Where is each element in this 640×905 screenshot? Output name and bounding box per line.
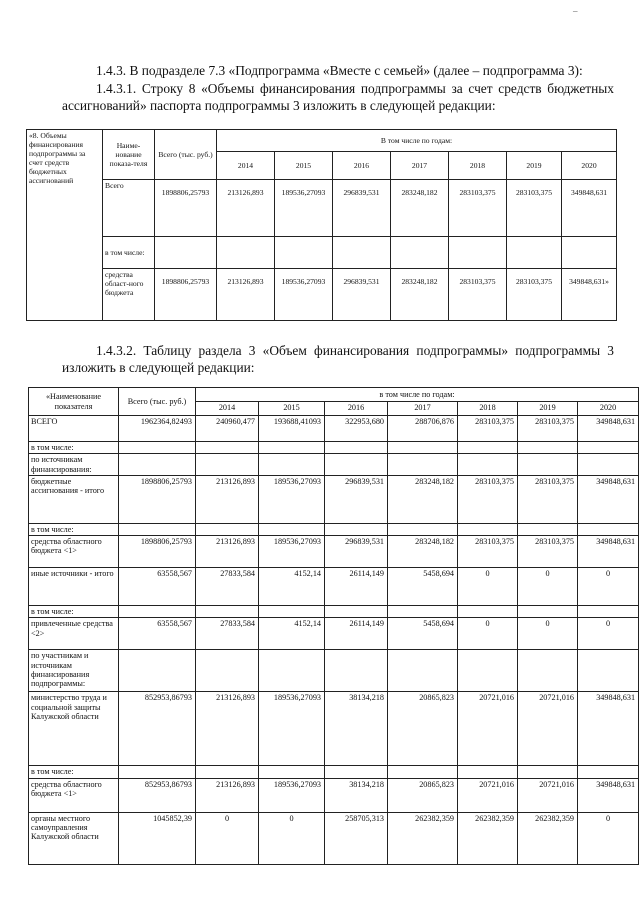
t2-cell: 322953,680 (325, 416, 388, 442)
t1-cell: 283103,375 (449, 180, 507, 237)
t2-cell: 283248,182 (388, 475, 458, 523)
t1-year: 2017 (391, 152, 449, 180)
t1-year: 2019 (507, 152, 562, 180)
t2-cell (578, 650, 639, 692)
t2-cell: 213126,893 (196, 778, 259, 812)
t2-cell: 20721,016 (518, 778, 578, 812)
t2-cell (388, 766, 458, 778)
t1-cell: 213126,893 (217, 180, 275, 237)
t1-year: 2014 (217, 152, 275, 180)
corner-mark: – (573, 6, 578, 16)
t2-cell: 1962364,82493 (119, 416, 196, 442)
t2-cell: 283103,375 (458, 536, 518, 568)
t2-cell: 349848,631 (578, 778, 639, 812)
t1-cell: 283248,182 (391, 269, 449, 321)
t2-cell: 0 (458, 568, 518, 606)
t2-cell: 189536,27093 (259, 692, 325, 766)
t2-label: привлеченные средства <2> (29, 618, 119, 650)
t2-row (29, 442, 639, 454)
t2-row (29, 454, 639, 476)
t2-cell: 240960,477 (196, 416, 259, 442)
t2-row (29, 606, 639, 618)
t2-cell: 27833,584 (196, 618, 259, 650)
t1-cell: 283103,375 (449, 269, 507, 321)
t2-cell (578, 442, 639, 454)
t2-cell (388, 523, 458, 535)
t2-cell: 20865,823 (388, 692, 458, 766)
t1-label: средства област-ного бюджета (103, 269, 155, 321)
t2-cell: 0 (578, 568, 639, 606)
t2-header-years-group: в том числе по годам: (196, 388, 639, 402)
t2-cell: 193688,41093 (259, 416, 325, 442)
t2-cell: 20865,823 (388, 778, 458, 812)
t1-header-name: Наиме-нование показа-теля (103, 130, 155, 180)
t2-cell: 296839,531 (325, 475, 388, 523)
t1-cell: 283248,182 (391, 180, 449, 237)
t1-row-regional (27, 269, 617, 321)
t2-cell: 20721,016 (458, 778, 518, 812)
t2-cell (458, 606, 518, 618)
t2-row (29, 650, 639, 692)
t2-row (29, 416, 639, 442)
t2-cell (388, 606, 458, 618)
t2-cell (518, 650, 578, 692)
t1-year: 2016 (333, 152, 391, 180)
t2-cell: 26114,149 (325, 568, 388, 606)
t2-cell: 20721,016 (458, 692, 518, 766)
t2-cell: 262382,359 (458, 812, 518, 864)
t2-label: по источникам финансирования: (29, 454, 119, 476)
paragraph-1-4-3-1: 1.4.3.1. Строку 8 «Объемы финансирования подпрограммы за счет средств бюджетных ассигнований» паспорта подпрограммы 3 изложить в следующей редакции: (62, 81, 614, 113)
t2-label: по участникам и источникам финансирования подпрограммы: (29, 650, 119, 692)
t1-cell: 349848,631» (562, 269, 617, 321)
t2-row (29, 523, 639, 535)
t2-cell (388, 454, 458, 476)
t2-cell (578, 606, 639, 618)
t2-cell: 63558,567 (119, 568, 196, 606)
t2-cell: 349848,631 (578, 475, 639, 523)
t2-cell: 258705,313 (325, 812, 388, 864)
t2-cell (259, 442, 325, 454)
t2-cell (518, 766, 578, 778)
t2-cell: 1045852,39 (119, 812, 196, 864)
t2-year: 2014 (196, 402, 259, 416)
t2-label: в том числе: (29, 766, 119, 778)
t1-cell: 283103,375 (507, 180, 562, 237)
t2-cell: 4152,14 (259, 618, 325, 650)
t2-row (29, 475, 639, 523)
t2-cell: 349848,631 (578, 416, 639, 442)
t1-cell: 283103,375 (507, 269, 562, 321)
t2-cell: 283103,375 (518, 536, 578, 568)
t2-cell: 349848,631 (578, 692, 639, 766)
t2-cell: 283248,182 (388, 536, 458, 568)
t1-label: в том числе: (103, 237, 155, 269)
t2-cell: 0 (578, 618, 639, 650)
t1-row-caption: «8. Объемы финансирования подпрограммы за счет средств бюджетных ассигнований (27, 130, 103, 321)
t2-label: средства областного бюджета <1> (29, 778, 119, 812)
t2-cell (518, 523, 578, 535)
t2-cell: 283103,375 (518, 416, 578, 442)
t1-cell: 296839,531 (333, 269, 391, 321)
t2-cell (196, 606, 259, 618)
t2-cell: 349848,631 (578, 536, 639, 568)
t2-label: министерство труда и социальной защиты Калужской области (29, 692, 119, 766)
t2-cell: 852953,86793 (119, 692, 196, 766)
t2-row (29, 568, 639, 606)
t2-cell (518, 442, 578, 454)
t2-year: 2016 (325, 402, 388, 416)
t2-year: 2015 (259, 402, 325, 416)
t2-cell: 63558,567 (119, 618, 196, 650)
t2-cell: 20721,016 (518, 692, 578, 766)
t2-cell: 0 (458, 618, 518, 650)
t2-label: в том числе: (29, 523, 119, 535)
t2-cell: 1898806,25793 (119, 475, 196, 523)
t2-cell (325, 606, 388, 618)
t2-cell (196, 766, 259, 778)
t1-row-total (27, 180, 617, 237)
t2-cell (119, 454, 196, 476)
t2-cell: 283103,375 (458, 416, 518, 442)
passport-financing-table (26, 129, 617, 321)
t2-row (29, 618, 639, 650)
t2-cell: 288706,876 (388, 416, 458, 442)
t2-cell (325, 650, 388, 692)
t2-cell: 189536,27093 (259, 475, 325, 523)
t2-cell (119, 442, 196, 454)
t2-cell (196, 523, 259, 535)
t2-cell: 1898806,25793 (119, 536, 196, 568)
t2-cell: 5458,694 (388, 618, 458, 650)
t2-cell: 296839,531 (325, 536, 388, 568)
t2-year: 2019 (518, 402, 578, 416)
t2-cell: 0 (578, 812, 639, 864)
t2-cell (518, 454, 578, 476)
t2-label: средства областного бюджета <1> (29, 536, 119, 568)
t2-cell (259, 766, 325, 778)
t2-cell (458, 523, 518, 535)
t2-cell: 4152,14 (259, 568, 325, 606)
t2-cell (259, 523, 325, 535)
t1-year: 2018 (449, 152, 507, 180)
t1-year: 2015 (275, 152, 333, 180)
paragraph-1-4-3: 1.4.3. В подразделе 7.3 «Подпрограмма «Вместе с семьей» (далее – подпрограмма 3): (96, 63, 583, 78)
t2-cell (259, 454, 325, 476)
t2-label: иные источники - итого (29, 568, 119, 606)
t2-row (29, 536, 639, 568)
t2-cell: 38134,218 (325, 778, 388, 812)
t2-year: 2018 (458, 402, 518, 416)
t2-cell (388, 442, 458, 454)
t1-cell: 349848,631 (562, 180, 617, 237)
t2-cell (196, 650, 259, 692)
t2-cell: 0 (259, 812, 325, 864)
t2-cell: 5458,694 (388, 568, 458, 606)
t2-cell (325, 766, 388, 778)
t2-year: 2020 (578, 402, 639, 416)
t2-cell: 27833,584 (196, 568, 259, 606)
t2-cell: 213126,893 (196, 475, 259, 523)
t2-cell (325, 523, 388, 535)
t2-cell (578, 523, 639, 535)
t2-label: органы местного самоуправления Калужской области (29, 812, 119, 864)
t2-cell (325, 442, 388, 454)
t2-cell: 262382,359 (388, 812, 458, 864)
t2-row (29, 692, 639, 766)
paragraph-1-4-3-2: 1.4.3.2. Таблицу раздела 3 «Объем финансирования подпрограммы» подпрограммы 3 изложить в следующей редакции: (62, 343, 614, 375)
t2-label: бюджетные ассигнования - итого (29, 475, 119, 523)
t2-cell (259, 606, 325, 618)
t2-header-name: «Наименование показателя (29, 388, 119, 416)
t2-cell: 262382,359 (518, 812, 578, 864)
t2-cell (458, 442, 518, 454)
t2-row (29, 812, 639, 864)
t2-row (29, 778, 639, 812)
t2-cell: 0 (196, 812, 259, 864)
t2-cell: 38134,218 (325, 692, 388, 766)
t2-cell (119, 523, 196, 535)
t2-cell (578, 454, 639, 476)
t2-cell (119, 606, 196, 618)
t2-year: 2017 (388, 402, 458, 416)
t2-cell: 189536,27093 (259, 536, 325, 568)
t2-cell: 213126,893 (196, 692, 259, 766)
t2-cell (196, 442, 259, 454)
t1-cell: 189536,27093 (275, 180, 333, 237)
t2-cell: 283103,375 (518, 475, 578, 523)
t1-cell: 296839,531 (333, 180, 391, 237)
t1-cell: 213126,893 (217, 269, 275, 321)
t2-label: в том числе: (29, 606, 119, 618)
t1-cell: 1898806,25793 (155, 180, 217, 237)
t2-cell: 0 (518, 568, 578, 606)
t2-label: в том числе: (29, 442, 119, 454)
t2-cell: 852953,86793 (119, 778, 196, 812)
t2-cell: 189536,27093 (259, 778, 325, 812)
t2-row (29, 766, 639, 778)
t2-cell (458, 454, 518, 476)
t1-year: 2020 (562, 152, 617, 180)
t2-cell: 0 (518, 618, 578, 650)
t2-cell (119, 650, 196, 692)
t2-cell (325, 454, 388, 476)
t1-header-years-group: В том числе по годам: (217, 130, 617, 152)
financing-volume-table (28, 387, 639, 865)
t2-cell (518, 606, 578, 618)
t1-header-total: Всего (тыс. руб.) (155, 130, 217, 180)
t1-cell: 1898806,25793 (155, 269, 217, 321)
t2-header-total: Всего (тыс. руб.) (119, 388, 196, 416)
t2-cell (458, 650, 518, 692)
t2-cell: 26114,149 (325, 618, 388, 650)
t2-cell (259, 650, 325, 692)
t2-cell (388, 650, 458, 692)
t2-cell (578, 766, 639, 778)
t2-cell (196, 454, 259, 476)
t2-label: ВСЕГО (29, 416, 119, 442)
t2-cell: 213126,893 (196, 536, 259, 568)
t2-cell: 283103,375 (458, 475, 518, 523)
t2-cell (119, 766, 196, 778)
t2-cell (458, 766, 518, 778)
t1-label: Всего (103, 180, 155, 237)
t1-cell: 189536,27093 (275, 269, 333, 321)
